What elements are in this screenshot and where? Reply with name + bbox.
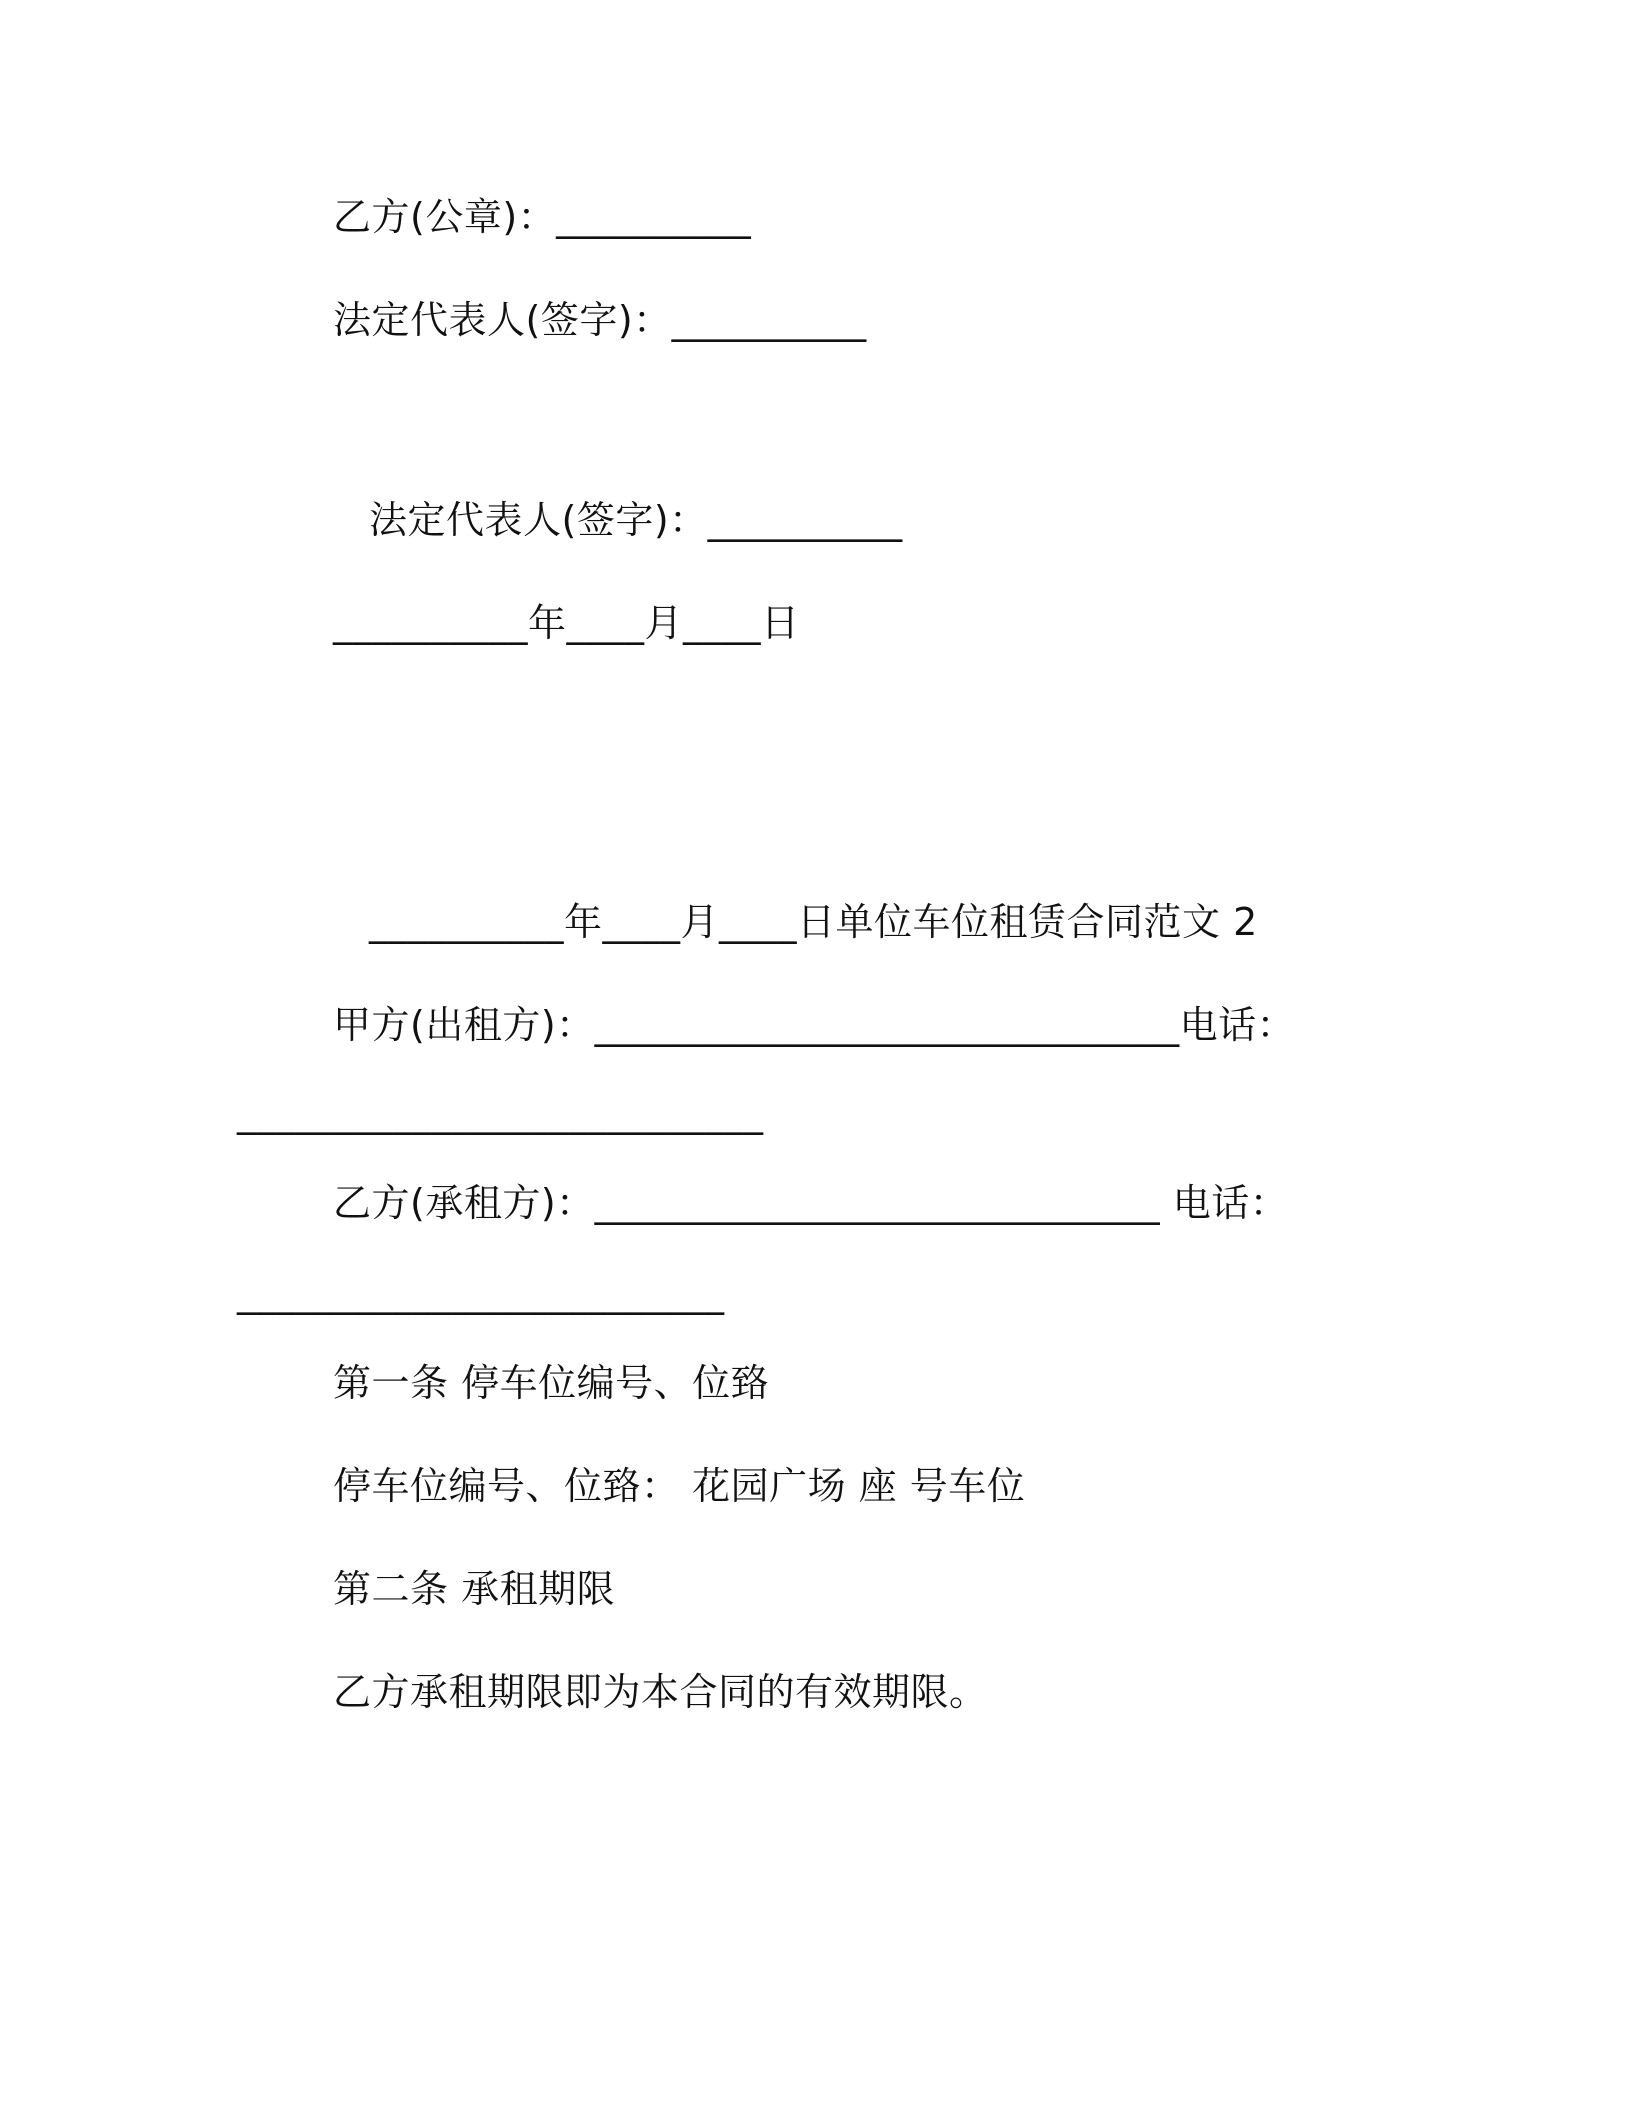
article-2-body: 乙方承租期限即为本合同的有效期限。: [333, 1670, 988, 1714]
party-a-phone-blank: ___________________________: [237, 1091, 764, 1135]
legal-rep-signature-line: 法定代表人(签字)：__________: [333, 298, 867, 342]
party-a-line: 甲方(出租方)：______________________________电话：: [333, 1003, 1296, 1047]
party-b-line: 乙方(承租方)：_____________________________ 电话：: [333, 1181, 1289, 1225]
article-1-body: 停车位编号、位臵： 花园广场 座 号车位: [333, 1464, 1026, 1508]
legal-rep-signature-line: 法定代表人(签字)：__________: [369, 498, 903, 542]
article-1-title: 第一条 停车位编号、位臵: [333, 1361, 770, 1405]
party-b-phone-blank: _________________________: [237, 1271, 725, 1315]
party-b-seal-line: 乙方(公章)：__________: [333, 195, 752, 239]
contract-title: __________年____月____日单位车位租赁合同范文 2: [369, 900, 1258, 944]
date-line: __________年____月____日: [333, 601, 800, 645]
article-2-title: 第二条 承租期限: [333, 1567, 616, 1611]
